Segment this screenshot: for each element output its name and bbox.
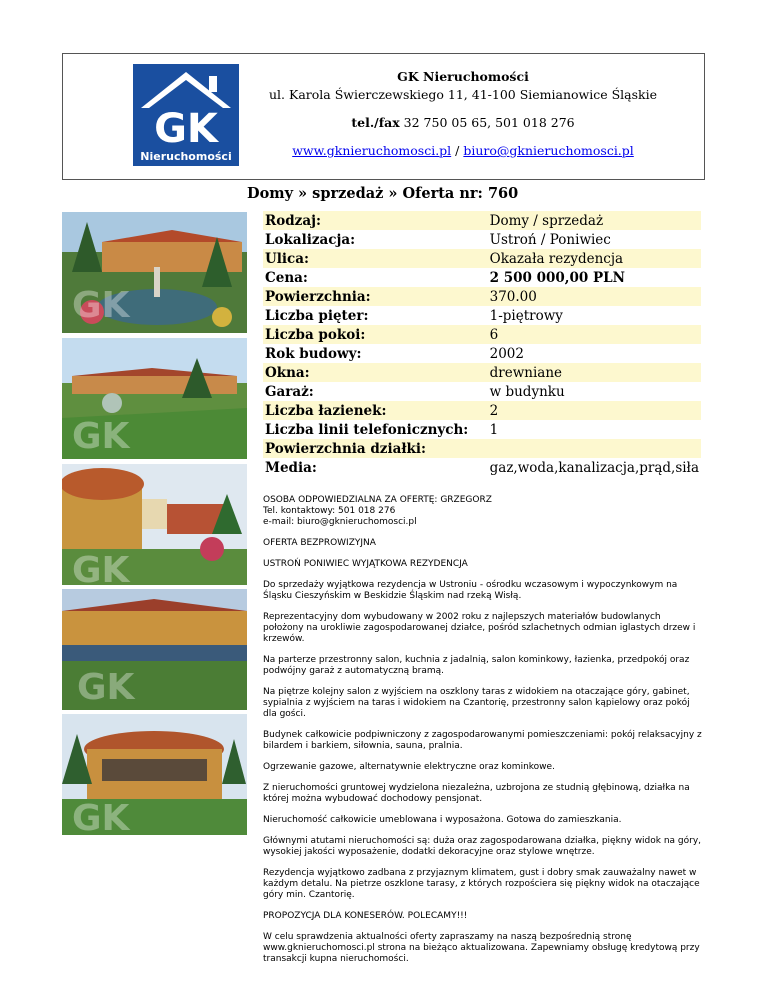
email-link[interactable]: biuro@gknieruchomosci.pl bbox=[463, 143, 634, 158]
description-paragraph: Z nieruchomości gruntowej wydzielona niezależna, uzbrojona ze studnią głębinową, działka na której można wybudować dochodowy pensjonat. bbox=[263, 783, 690, 804]
details-value: 2002 bbox=[489, 345, 524, 362]
description-paragraph: Budynek całkowicie podpiwniczony z zagospodarowanymi pomieszczeniami: pokój relaksacyjny z bilardem i barkiem, siłownia, sauna, pralnia. bbox=[263, 730, 702, 751]
details-row bbox=[263, 230, 701, 249]
description-paragraph: USTROŃ PONIWIEC WYJĄTKOWA REZYDENCJA bbox=[263, 559, 468, 569]
description-paragraphs bbox=[263, 538, 703, 965]
property-photo-1[interactable] bbox=[62, 212, 247, 333]
property-photo-5[interactable] bbox=[62, 714, 247, 835]
details-row bbox=[263, 249, 701, 268]
details-label: Garaż: bbox=[265, 383, 314, 400]
header-box bbox=[62, 53, 705, 180]
details-label: Powierzchnia: bbox=[263, 287, 488, 306]
details-label: Cena: bbox=[265, 269, 308, 286]
tel-value: 32 750 05 65, 501 018 276 bbox=[399, 115, 575, 130]
contact-email: e-mail: biuro@gknieruchomosci.pl bbox=[263, 517, 417, 527]
logo-text-sub: Nieruchomości bbox=[140, 150, 232, 163]
details-value: 370.00 bbox=[488, 287, 701, 306]
details-row bbox=[263, 325, 701, 344]
details-row bbox=[263, 458, 701, 477]
details-table bbox=[263, 211, 701, 477]
contact-phone: Tel. kontaktowy: 501 018 276 bbox=[263, 506, 396, 516]
details-value: Okazała rezydencja bbox=[488, 249, 701, 268]
details-value: 1 bbox=[489, 421, 499, 438]
details-label: Okna: bbox=[263, 363, 488, 382]
details-label: Ulica: bbox=[263, 249, 488, 268]
photo-watermark: GK bbox=[77, 667, 135, 708]
company-name: GK Nieruchomości bbox=[397, 69, 529, 84]
details-value: gaz,woda,kanalizacja,prąd,siła bbox=[489, 459, 699, 476]
details-value: w budynku bbox=[489, 383, 565, 400]
description bbox=[263, 495, 703, 975]
description-paragraph: OFERTA BEZPROWIZYJNA bbox=[263, 538, 376, 548]
details-value: 6 bbox=[488, 325, 701, 344]
details-label: Lokalizacja: bbox=[265, 231, 356, 248]
photo-watermark: GK bbox=[72, 550, 130, 585]
photo-watermark: GK bbox=[72, 285, 130, 326]
description-paragraph: Na piętrze kolejny salon z wyjściem na oszklony taras z widokiem na otaczające góry, gabinet, sypialnia z wyjściem na taras i widokiem na Czantorię, przestronny salon kąpielowy oraz pokój dla gości. bbox=[263, 687, 690, 719]
details-label: Rodzaj: bbox=[263, 211, 488, 230]
breadcrumb: Domy » sprzedaż » Oferta nr: 760 bbox=[247, 185, 519, 202]
details-label: Liczba pokoi: bbox=[263, 325, 488, 344]
header-text bbox=[263, 68, 663, 160]
details-value: 2 500 000,00 PLN bbox=[489, 269, 625, 286]
details-value: Domy / sprzedaż bbox=[488, 211, 701, 230]
contact-person: OSOBA ODPOWIEDZIALNA ZA OFERTĘ: GRZEGORZ bbox=[263, 495, 492, 505]
contact-block bbox=[263, 495, 703, 528]
logo-text-main: GK bbox=[154, 106, 218, 152]
company-logo bbox=[133, 64, 239, 166]
company-phone bbox=[263, 114, 663, 132]
details-label: Rok budowy: bbox=[265, 345, 362, 362]
details-label: Liczba linii telefonicznych: bbox=[265, 421, 469, 438]
details-value: 1-piętrowy bbox=[489, 307, 563, 324]
description-paragraph: Głównymi atutami nieruchomości są: duża oraz zagospodarowana działka, piękny widok na góry, wysokiej jakości wyposażenie, dodatki dekoracyjne oraz stylowe wnętrze. bbox=[263, 836, 702, 857]
description-paragraph: W celu sprawdzenia aktualności oferty zapraszamy na naszą bezpośrednią stronę www.gknieruchomosci.pl strona na bieżąco aktualizowana. Zapewniamy obsługę kredytową przy transakcji kupna nieruchomości. bbox=[263, 932, 700, 964]
header-links bbox=[263, 142, 663, 160]
details-row bbox=[263, 420, 701, 439]
property-photo-2[interactable] bbox=[62, 338, 247, 459]
tel-label: tel./fax bbox=[351, 115, 400, 130]
details-value: 2 bbox=[488, 401, 701, 420]
details-row bbox=[263, 211, 701, 230]
details-row bbox=[263, 344, 701, 363]
details-row bbox=[263, 439, 701, 458]
details-value: drewniane bbox=[488, 363, 701, 382]
details-row bbox=[263, 363, 701, 382]
property-photo-4[interactable] bbox=[62, 589, 247, 710]
details-row bbox=[263, 382, 701, 401]
company-address: ul. Karola Świerczewskiego 11, 41-100 Siemianowice Śląskie bbox=[268, 87, 658, 102]
details-label: Powierzchnia działki: bbox=[263, 439, 488, 458]
details-value bbox=[488, 439, 701, 458]
details-row bbox=[263, 306, 701, 325]
description-paragraph: Rezydencja wyjątkowo zadbana z przyjaznym klimatem, gust i dobry smak zauważalny nawet w każdym detalu. Na pietrze oszklone tarasy, z których rozpościera się piękny widok na otaczające góry min. Czantorię. bbox=[263, 868, 700, 900]
website-link[interactable]: www.gknieruchomosci.pl bbox=[292, 143, 452, 158]
link-separator: / bbox=[451, 143, 464, 158]
description-paragraph: Ogrzewanie gazowe, alternatywnie elektryczne oraz kominkowe. bbox=[263, 762, 555, 772]
details-value: Ustroń / Poniwiec bbox=[489, 231, 611, 248]
description-paragraph: Nieruchomość całkowicie umeblowana i wyposażona. Gotowa do zamieszkania. bbox=[263, 815, 622, 825]
details-row bbox=[263, 401, 701, 420]
details-label: Media: bbox=[265, 459, 317, 476]
details-row bbox=[263, 287, 701, 306]
description-paragraph: Do sprzedaży wyjątkowa rezydencja w Ustroniu - ośrodku wczasowym i wypoczynkowym na Śląsku Cieszyńskim w Beskidzie Śląskim nad rzeką Wisłą. bbox=[263, 580, 678, 601]
description-paragraph: Reprezentacyjny dom wybudowany w 2002 roku z najlepszych materiałów budowlanych położony na urokliwie zagospodarowanej działce, pośród szlachetnych odmian iglastych drzew i krzewów. bbox=[263, 612, 696, 644]
photo-watermark: GK bbox=[72, 416, 130, 457]
description-paragraph: PROPOZYCJA DLA KONESERÓW. POLECAMY!!! bbox=[263, 911, 468, 921]
details-label: Liczba łazienek: bbox=[263, 401, 488, 420]
details-label: Liczba pięter: bbox=[265, 307, 369, 324]
photo-watermark: GK bbox=[72, 798, 130, 835]
details-row bbox=[263, 268, 701, 287]
description-paragraph: Na parterze przestronny salon, kuchnia z jadalnią, salon kominkowy, łazienka, przedpokój oraz podwójny garaż z automatyczną bramą. bbox=[263, 655, 690, 676]
property-photo-3[interactable] bbox=[62, 464, 247, 585]
